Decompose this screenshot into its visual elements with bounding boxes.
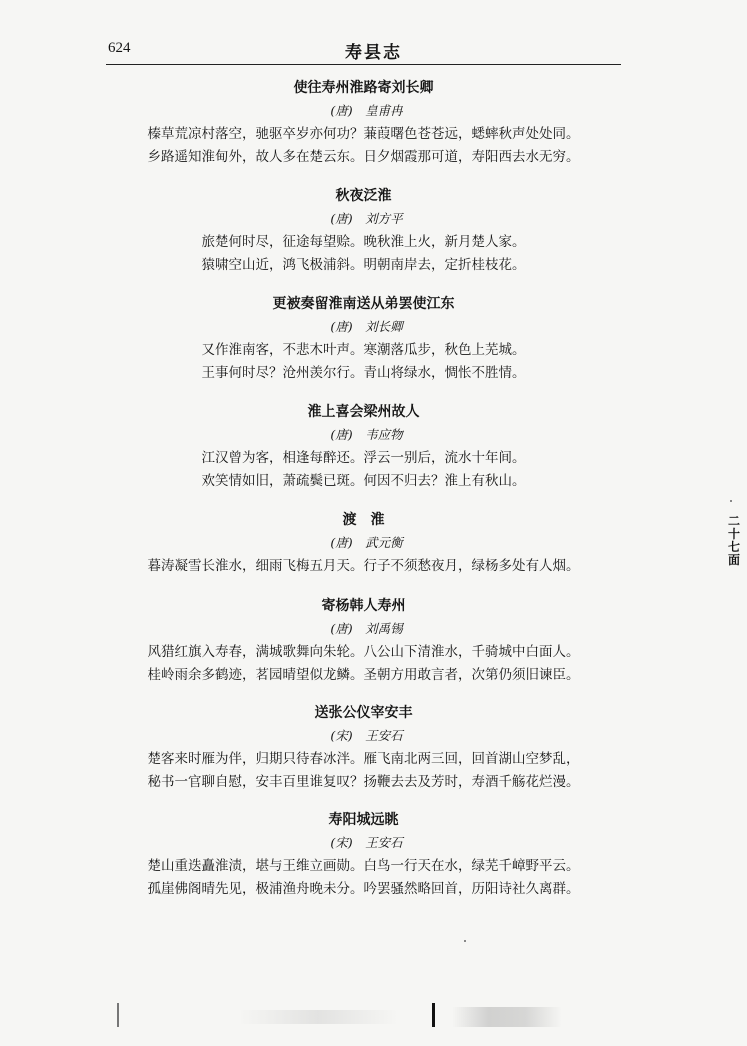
poem-author: (唐) 刘方平 xyxy=(330,211,403,226)
poem-line: 楚客来时雁为伴，归期只待春冰泮。雁飞南北两三回，回首湖山空梦乱， xyxy=(147,751,580,767)
poem-author: (唐) 皇甫冉 xyxy=(330,103,403,118)
poem-3 xyxy=(106,296,621,385)
poem-lines xyxy=(106,555,621,578)
scan-speck xyxy=(464,940,466,942)
poem-title: 寄杨韩人寿州 xyxy=(321,598,406,614)
poem-line: 秘书一官聊自慰，安丰百里谁复叹？扬鞭去去及芳时，寿酒千觞花烂漫。 xyxy=(147,774,580,790)
poem-4 xyxy=(106,404,621,493)
poem-2 xyxy=(106,188,621,277)
scan-artifact-smudge xyxy=(452,1007,562,1027)
poem-line: 乡路遥知淮甸外，故人多在楚云东。日夕烟霞那可道，寿阳西去水无穷。 xyxy=(147,149,580,165)
page-number: 624 xyxy=(108,40,131,56)
poem-title: 更被奏留淮南送从弟罢使江东 xyxy=(272,296,455,312)
poem-author: (唐) 刘禹锡 xyxy=(330,621,403,636)
poem-title: 秋夜泛淮 xyxy=(335,188,392,204)
poem-line: 风猎红旗入寿春，满城歌舞向朱轮。八公山下清淮水，千骑城中白面人。 xyxy=(147,644,580,660)
header-rule xyxy=(106,64,621,65)
poem-line: 楚山重迭矗淮渍，堪与王维立画勋。白鸟一行天在水，绿芜千嶂野平云。 xyxy=(147,858,580,874)
poem-title: 渡 淮 xyxy=(342,512,385,528)
poem-line: 王事何时尽？沧州羡尔行。青山将绿水，惆怅不胜情。 xyxy=(201,365,526,381)
poem-line: 欢笑情如旧，萧疏鬓已斑。何因不归去？淮上有秋山。 xyxy=(201,473,526,489)
poem-author: (宋) 王安石 xyxy=(330,835,403,850)
poem-lines xyxy=(106,855,621,901)
poem-title: 使往寿州淮路寄刘长卿 xyxy=(293,80,434,96)
poem-author: (宋) 王安石 xyxy=(330,728,403,743)
poem-6 xyxy=(106,598,621,687)
margin-binding-mark: 二十七面 xyxy=(728,514,741,567)
poem-lines xyxy=(106,447,621,493)
poem-title: 寿阳城远眺 xyxy=(328,812,399,828)
poem-5 xyxy=(106,512,621,578)
poem-line: 暮涛凝雪长淮水，细雨飞梅五月天。行子不须愁夜月，绿杨多处有人烟。 xyxy=(147,558,580,574)
poem-lines xyxy=(106,339,621,385)
scan-speck xyxy=(730,500,732,502)
poem-title: 送张公仪宰安丰 xyxy=(314,705,413,721)
poem-8 xyxy=(106,812,621,901)
poem-line: 孤崖佛阁晴先见，极浦渔舟晚未分。吟罢骚然略回首，历阳诗社久离群。 xyxy=(147,881,580,897)
poem-lines xyxy=(106,748,621,794)
poem-title: 淮上喜会梁州故人 xyxy=(307,404,420,420)
poem-author: (唐) 韦应物 xyxy=(330,427,403,442)
poem-line: 江汉曾为客，相逢每醉还。浮云一别后，流水十年间。 xyxy=(201,450,526,466)
poem-1 xyxy=(106,80,621,169)
poem-7 xyxy=(106,705,621,794)
poem-author: (唐) 武元衡 xyxy=(330,535,403,550)
poem-lines xyxy=(106,123,621,169)
poem-lines xyxy=(106,231,621,277)
poem-lines xyxy=(106,641,621,687)
poem-line: 又作淮南客，不悲木叶声。寒潮落瓜步，秋色上芜城。 xyxy=(201,342,526,358)
poem-line: 旅楚何时尽，征途每望赊。晚秋淮上火，新月楚人家。 xyxy=(201,234,526,250)
running-head: 寿县志 xyxy=(345,43,402,63)
poem-line: 榛草荒凉村落空，驰驱卒岁亦何功？蒹葭曙色苍苍远，蟋蟀秋声处处同。 xyxy=(147,126,580,142)
scan-artifact-bar xyxy=(432,1003,435,1027)
poem-line: 桂岭雨余多鹤迹，茗园晴望似龙鳞。圣朝方用敢言者，次第仍须旧谏臣。 xyxy=(147,667,580,683)
scan-artifact-faint xyxy=(238,1010,398,1024)
poem-author: (唐) 刘长卿 xyxy=(330,319,403,334)
poem-line: 猿啸空山近，鸿飞极浦斜。明朝南岸去，定折桂枝花。 xyxy=(201,257,526,273)
scan-artifact-left xyxy=(117,1003,119,1027)
